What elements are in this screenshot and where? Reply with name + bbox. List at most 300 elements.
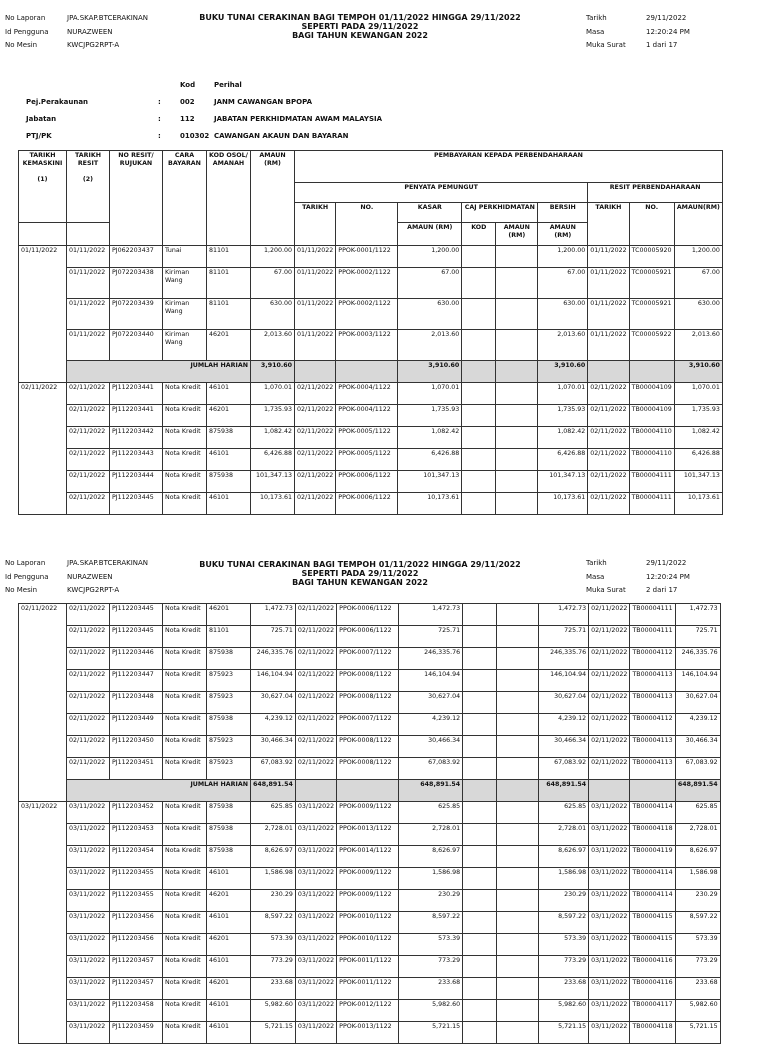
table-row (19, 405, 723, 427)
cell-resit-no: TB00004119 (630, 846, 675, 868)
cell-tarikh: 03/11/2022 (295, 912, 336, 934)
cell-kod-osol: 46101 (207, 493, 251, 515)
cell-resit-amaun: 67.00 (674, 268, 722, 299)
cell-kasar: 10,173.61 (398, 493, 462, 515)
cell-caj-kod (462, 449, 496, 471)
empty-cell (295, 361, 336, 383)
perihal-header: Perihal (214, 80, 242, 89)
cell-kasar: 246,335.76 (399, 648, 463, 670)
cell-tarikh-resit: 02/11/2022 (67, 648, 110, 670)
cell-tarikh-resit: 02/11/2022 (67, 670, 110, 692)
col-amaun: AMAUN (RM) (251, 151, 295, 246)
cell-caj-amaun (496, 330, 538, 361)
table-row (19, 427, 723, 449)
cell-resit-tarikh: 01/11/2022 (588, 268, 629, 299)
total-kasar: 648,891.54 (399, 780, 463, 802)
cell-caj-kod (462, 330, 496, 361)
cell-kod-osol: 875923 (207, 758, 251, 780)
cell-kod-osol: 46101 (207, 1000, 251, 1022)
cell-caj-amaun (497, 736, 539, 758)
info-label: PTJ/PK (26, 131, 52, 140)
cell-kod-osol: 46201 (207, 890, 251, 912)
cell-resit-tarikh: 02/11/2022 (588, 471, 629, 493)
cell-kod-osol: 875938 (207, 714, 251, 736)
cell-bersih: 5,721.15 (539, 1022, 589, 1044)
cell-kod-osol: 875938 (207, 802, 251, 824)
cell-kasar: 30,627.04 (399, 692, 463, 714)
cell-no-resit: PJ112203442 (110, 427, 163, 449)
cell-tarikh: 02/11/2022 (295, 604, 336, 626)
cell-caj-kod (463, 648, 497, 670)
empty-cell (630, 780, 675, 802)
cell-caj-amaun (496, 268, 538, 299)
cell-tarikh: 03/11/2022 (295, 934, 336, 956)
info-perihal: JABATAN PERKHIDMATAN AWAM MALAYSIA (214, 114, 383, 123)
cell-resit-no: TB00004110 (629, 449, 674, 471)
cell-kasar: 146,104.94 (399, 670, 463, 692)
cell-bersih: 246,335.76 (539, 648, 589, 670)
cell-no: PPOK-0003/1122 (336, 330, 398, 361)
cell-caj-amaun (496, 246, 538, 268)
cell-cara-bayaran: Kiriman Wang (163, 268, 207, 299)
jumlah-harian-label: JUMLAH HARIAN (67, 361, 251, 383)
cell-resit-amaun: 773.29 (675, 956, 720, 978)
cell-amaun: 630.00 (251, 299, 295, 330)
cell-kasar: 67,083.92 (399, 758, 463, 780)
cell-caj-kod (463, 978, 497, 1000)
cell-no-resit: PJ112203441 (110, 405, 163, 427)
cell-caj-kod (463, 956, 497, 978)
empty-cell (588, 361, 629, 383)
cell-caj-amaun (497, 978, 539, 1000)
cell-no-resit: PJ072203440 (110, 330, 163, 361)
cell-no-resit: PJ112203457 (110, 978, 163, 1000)
cell-no-resit: PJ112203454 (110, 846, 163, 868)
col-bersih: BERSIH (538, 203, 588, 223)
cell-tarikh-resit: 01/11/2022 (67, 268, 110, 299)
cell-tarikh-resit: 03/11/2022 (67, 1022, 110, 1044)
cell-kasar: 6,426.88 (398, 449, 462, 471)
masa-label: Masa (586, 572, 605, 581)
table-row (19, 383, 723, 405)
cell-resit-amaun: 233.68 (675, 978, 720, 1000)
cell-tarikh: 03/11/2022 (295, 846, 336, 868)
cell-no-resit: PJ112203452 (110, 802, 163, 824)
cell-tarikh: 03/11/2022 (295, 1022, 336, 1044)
cell-cara-bayaran: Nota Kredit (163, 493, 207, 515)
cell-cara-bayaran: Nota Kredit (163, 736, 207, 758)
cell-resit-no: TB00004110 (629, 427, 674, 449)
no-mesin-value: KWCJPG2RPT-A (67, 41, 120, 49)
cell-kasar: 773.29 (399, 956, 463, 978)
cell-no-resit: PJ112203455 (110, 868, 163, 890)
cell-caj-kod (463, 736, 497, 758)
cell-kasar: 1,070.01 (398, 383, 462, 405)
cell-caj-kod (463, 824, 497, 846)
cell-bersih: 2,728.01 (539, 824, 589, 846)
cell-resit-tarikh: 02/11/2022 (589, 648, 630, 670)
cell-resit-no: TB00004116 (630, 956, 675, 978)
cell-no-resit: PJ112203456 (110, 912, 163, 934)
muka-surat-label: Muka Surat (586, 41, 626, 49)
col-tarikh-resit: TARIKH RESIT (2) (67, 151, 110, 223)
department-info (26, 76, 382, 144)
cell-resit-tarikh: 03/11/2022 (589, 868, 630, 890)
cell-no: PPOK-0006/1122 (337, 604, 399, 626)
table-row (19, 471, 723, 493)
cell-kasar: 30,466.34 (399, 736, 463, 758)
table-row (19, 493, 723, 515)
cell-resit-no: TB00004114 (630, 868, 675, 890)
cell-bersih: 4,239.12 (539, 714, 589, 736)
cell-amaun: 1,472.73 (251, 604, 296, 626)
info-sep: : (158, 114, 161, 123)
cell-resit-tarikh: 01/11/2022 (588, 330, 629, 361)
tarikh-value: 29/11/2022 (646, 14, 687, 22)
cell-resit-tarikh: 03/11/2022 (589, 978, 630, 1000)
cell-kod-osol: 875938 (207, 846, 251, 868)
cell-amaun: 246,335.76 (251, 648, 296, 670)
cell-tarikh: 02/11/2022 (295, 449, 336, 471)
cell-kod-osol: 46201 (207, 330, 251, 361)
cell-cara-bayaran: Nota Kredit (163, 868, 207, 890)
cell-no-resit: PJ072203438 (110, 268, 163, 299)
cell-caj-kod (462, 246, 496, 268)
cell-resit-tarikh: 02/11/2022 (588, 427, 629, 449)
cell-resit-tarikh: 03/11/2022 (589, 956, 630, 978)
cell-no: PPOK-0008/1122 (337, 670, 399, 692)
cell-bersih: 5,982.60 (539, 1000, 589, 1022)
col-resit-no: NO. (629, 203, 674, 246)
cell-resit-no: TB00004109 (629, 383, 674, 405)
cell-resit-amaun: 101,347.13 (674, 471, 722, 493)
cell-kod-osol: 875938 (207, 648, 251, 670)
cell-kasar: 1,735.93 (398, 405, 462, 427)
cell-tarikh-resit: 02/11/2022 (67, 427, 110, 449)
cell-resit-no: TC00005922 (629, 330, 674, 361)
cell-bersih: 8,626.97 (539, 846, 589, 868)
report-page-1 (0, 0, 768, 518)
cell-no: PPOK-0014/1122 (337, 846, 399, 868)
cell-resit-amaun: 30,466.34 (675, 736, 720, 758)
cell-amaun: 1,070.01 (251, 383, 295, 405)
table-row (19, 1022, 721, 1044)
cell-tarikh-resit: 01/11/2022 (67, 299, 110, 330)
no-laporan-label: No Laporan (5, 14, 46, 22)
cell-no: PPOK-0010/1122 (337, 912, 399, 934)
cell-kasar: 1,200.00 (398, 246, 462, 268)
report-title (160, 560, 560, 587)
cell-caj-amaun (497, 956, 539, 978)
cell-caj-kod (463, 692, 497, 714)
cell-bersih: 1,472.73 (539, 604, 589, 626)
cell-tarikh-resit: 02/11/2022 (67, 714, 110, 736)
cell-bersih: 630.00 (538, 299, 588, 330)
total-amaun: 648,891.54 (251, 780, 296, 802)
cell-kod-osol: 81101 (207, 299, 251, 330)
cell-cara-bayaran: Nota Kredit (163, 626, 207, 648)
cell-kasar: 5,982.60 (399, 1000, 463, 1022)
col-no-resit: NO RESIT/ RUJUKAN (110, 151, 163, 246)
cell-tarikh-kemaskini: 03/11/2022 (19, 802, 67, 1044)
no-laporan-value: JPA.SKAP.BTCERAKINAN (67, 559, 149, 567)
cell-cara-bayaran: Nota Kredit (163, 912, 207, 934)
cell-tarikh-resit: 03/11/2022 (67, 1000, 110, 1022)
cell-kasar: 8,626.97 (399, 846, 463, 868)
cell-resit-amaun: 6,426.88 (674, 449, 722, 471)
cell-amaun: 1,735.93 (251, 405, 295, 427)
col-caj-kod: KOD (462, 223, 496, 246)
cell-bersih: 2,013.60 (538, 330, 588, 361)
cell-tarikh-resit: 03/11/2022 (67, 846, 110, 868)
cell-tarikh: 02/11/2022 (295, 471, 336, 493)
cell-bersih: 30,627.04 (539, 692, 589, 714)
cell-caj-kod (463, 802, 497, 824)
cell-cara-bayaran: Nota Kredit (163, 802, 207, 824)
total-resit: 648,891.54 (675, 780, 720, 802)
cell-tarikh-resit: 02/11/2022 (67, 692, 110, 714)
title-line-2: SEPERTI PADA 29/11/2022 (301, 569, 419, 578)
cell-no-resit: PJ112203459 (110, 1022, 163, 1044)
cell-amaun: 5,982.60 (251, 1000, 296, 1022)
report-title (160, 13, 560, 40)
cell-kod-osol: 46201 (207, 405, 251, 427)
cell-tarikh: 02/11/2022 (295, 736, 336, 758)
cell-no-resit: PJ062203437 (110, 246, 163, 268)
cell-no-resit: PJ112203447 (110, 670, 163, 692)
cell-bersih: 625.85 (539, 802, 589, 824)
cell-no: PPOK-0006/1122 (336, 493, 398, 515)
cell-resit-no: TC00005920 (629, 246, 674, 268)
cell-caj-amaun (497, 604, 539, 626)
cell-caj-kod (463, 846, 497, 868)
cell-tarikh: 01/11/2022 (295, 299, 336, 330)
cell-no: PPOK-0002/1122 (336, 268, 398, 299)
table-row (19, 714, 721, 736)
cell-bersih: 67,083.92 (539, 758, 589, 780)
cell-tarikh: 01/11/2022 (295, 268, 336, 299)
table-row (19, 890, 721, 912)
cell-kod-osol: 875938 (207, 427, 251, 449)
cell-kod-osol: 81101 (207, 268, 251, 299)
masa-value: 12:20:24 PM (646, 27, 690, 36)
cell-resit-no: TB00004115 (630, 912, 675, 934)
cell-tarikh-kemaskini: 01/11/2022 (19, 246, 67, 383)
cell-resit-no: TC00005921 (629, 299, 674, 330)
report-meta-right (586, 12, 690, 53)
cell-resit-no: TB00004113 (630, 670, 675, 692)
cell-kod-osol: 875923 (207, 736, 251, 758)
table-row (19, 299, 723, 330)
cell-kasar: 67.00 (398, 268, 462, 299)
cell-amaun: 5,721.15 (251, 1022, 296, 1044)
cell-no: PPOK-0007/1122 (337, 648, 399, 670)
cell-tarikh: 03/11/2022 (295, 1000, 336, 1022)
cell-cara-bayaran: Nota Kredit (163, 846, 207, 868)
cell-kod-osol: 875923 (207, 670, 251, 692)
cell-amaun: 1,200.00 (251, 246, 295, 268)
cell-kasar: 4,239.12 (399, 714, 463, 736)
cell-caj-kod (462, 383, 496, 405)
cell-amaun: 1,082.42 (251, 427, 295, 449)
cell-resit-tarikh: 03/11/2022 (589, 846, 630, 868)
cell-bersih: 67.00 (538, 268, 588, 299)
cell-cara-bayaran: Nota Kredit (163, 383, 207, 405)
cell-caj-kod (462, 299, 496, 330)
info-kod: 010302 (180, 131, 210, 140)
cell-bersih: 146,104.94 (539, 670, 589, 692)
cell-no: PPOK-0005/1122 (336, 427, 398, 449)
cell-amaun: 8,597.22 (251, 912, 296, 934)
cell-resit-no: TB00004113 (630, 758, 675, 780)
table-row (19, 246, 723, 268)
cell-tarikh-kemaskini: 02/11/2022 (19, 604, 67, 802)
table-row (19, 758, 721, 780)
cell-caj-amaun (496, 299, 538, 330)
cell-cara-bayaran: Nota Kredit (163, 1022, 207, 1044)
cell-resit-tarikh: 02/11/2022 (588, 493, 629, 515)
cell-tarikh-resit: 01/11/2022 (67, 330, 110, 361)
cell-bersih: 233.68 (539, 978, 589, 1000)
cell-caj-kod (462, 471, 496, 493)
cell-amaun: 30,627.04 (251, 692, 296, 714)
cell-resit-tarikh: 03/11/2022 (589, 934, 630, 956)
cell-amaun: 230.29 (251, 890, 296, 912)
col-pembayaran: PEMBAYARAN KEPADA PERBENDAHARAAN (295, 151, 723, 183)
cell-bersih: 230.29 (539, 890, 589, 912)
cell-resit-tarikh: 02/11/2022 (589, 736, 630, 758)
cell-caj-kod (463, 758, 497, 780)
cell-cara-bayaran: Nota Kredit (163, 978, 207, 1000)
table-row (19, 802, 721, 824)
cell-no: PPOK-0009/1122 (337, 890, 399, 912)
cell-no-resit: PJ112203449 (110, 714, 163, 736)
cell-tarikh-resit: 03/11/2022 (67, 934, 110, 956)
cell-tarikh: 02/11/2022 (295, 427, 336, 449)
cell-kasar: 625.85 (399, 802, 463, 824)
cell-cara-bayaran: Nota Kredit (163, 427, 207, 449)
empty-cell (496, 361, 538, 383)
cell-tarikh-resit: 03/11/2022 (67, 802, 110, 824)
cell-tarikh: 02/11/2022 (295, 493, 336, 515)
cell-no-resit: PJ112203444 (110, 471, 163, 493)
cell-amaun: 67,083.92 (251, 758, 296, 780)
cell-cara-bayaran: Nota Kredit (163, 692, 207, 714)
cell-tarikh-resit: 01/11/2022 (67, 246, 110, 268)
cell-caj-kod (463, 912, 497, 934)
cell-resit-amaun: 230.29 (675, 890, 720, 912)
title-line-1: BUKU TUNAI CERAKINAN BAGI TEMPOH 01/11/2022 HINGGA 29/11/2022 (199, 560, 521, 569)
cell-resit-tarikh: 02/11/2022 (589, 604, 630, 626)
cell-no: PPOK-0005/1122 (336, 449, 398, 471)
cell-resit-tarikh: 01/11/2022 (588, 246, 629, 268)
id-pengguna-value: NURAZWEEN (67, 27, 113, 36)
cell-resit-amaun: 146,104.94 (675, 670, 720, 692)
cell-bersih: 1,586.98 (539, 868, 589, 890)
cell-tarikh: 02/11/2022 (295, 626, 336, 648)
cell-kod-osol: 46101 (207, 383, 251, 405)
cell-tarikh: 03/11/2022 (295, 868, 336, 890)
cell-resit-amaun: 1,200.00 (674, 246, 722, 268)
cell-caj-amaun (497, 648, 539, 670)
cell-tarikh: 03/11/2022 (295, 978, 336, 1000)
cell-amaun: 146,104.94 (251, 670, 296, 692)
cell-tarikh-kemaskini: 02/11/2022 (19, 383, 67, 515)
cell-tarikh-resit: 02/11/2022 (67, 493, 110, 515)
cell-bersih: 30,466.34 (539, 736, 589, 758)
cell-resit-amaun: 4,239.12 (675, 714, 720, 736)
cell-bersih: 725.71 (539, 626, 589, 648)
table-row (19, 449, 723, 471)
cell-caj-kod (463, 1000, 497, 1022)
cell-amaun: 6,426.88 (251, 449, 295, 471)
empty-cell (589, 780, 630, 802)
cell-cara-bayaran: Nota Kredit (163, 648, 207, 670)
cell-resit-amaun: 725.71 (675, 626, 720, 648)
table-row (19, 1000, 721, 1022)
cell-resit-tarikh: 03/11/2022 (589, 802, 630, 824)
cell-resit-no: TB00004112 (630, 648, 675, 670)
empty-cell (336, 361, 398, 383)
cell-tarikh: 03/11/2022 (295, 802, 336, 824)
table-row (19, 626, 721, 648)
cell-caj-amaun (496, 427, 538, 449)
cell-caj-kod (463, 604, 497, 626)
report-meta-left (5, 557, 148, 598)
cell-caj-kod (463, 670, 497, 692)
cell-bersih: 101,347.13 (538, 471, 588, 493)
cell-caj-kod (462, 493, 496, 515)
empty-cell (629, 361, 674, 383)
cell-resit-tarikh: 02/11/2022 (589, 714, 630, 736)
cell-amaun: 67.00 (251, 268, 295, 299)
cell-amaun: 773.29 (251, 956, 296, 978)
col-resit-amaun: AMAUN(RM) (674, 203, 722, 246)
cell-kasar: 2,728.01 (399, 824, 463, 846)
col-resit-tarikh: TARIKH (588, 203, 629, 246)
col-tarikh-kemaskini: TARIKH KEMASKINI (1) (19, 151, 67, 223)
cell-amaun: 2,728.01 (251, 824, 296, 846)
cell-no-resit: PJ072203439 (110, 299, 163, 330)
cell-caj-kod (463, 868, 497, 890)
cell-no-resit: PJ112203453 (110, 824, 163, 846)
cell-no-resit: PJ112203451 (110, 758, 163, 780)
col-bersih-amaun: AMAUN (RM) (538, 223, 588, 246)
cell-resit-no: TB00004114 (630, 802, 675, 824)
cell-caj-amaun (497, 692, 539, 714)
masa-label: Masa (586, 27, 605, 36)
cell-resit-amaun: 10,173.61 (674, 493, 722, 515)
cell-tarikh: 03/11/2022 (295, 824, 336, 846)
report-meta-right (586, 557, 690, 598)
cell-bersih: 1,082.42 (538, 427, 588, 449)
cell-resit-no: TB00004118 (630, 824, 675, 846)
no-mesin-value: KWCJPG2RPT-A (67, 586, 120, 594)
cell-cara-bayaran: Nota Kredit (163, 670, 207, 692)
no-laporan-value: JPA.SKAP.BTCERAKINAN (67, 14, 149, 22)
cell-resit-amaun: 1,586.98 (675, 868, 720, 890)
cell-tarikh: 01/11/2022 (295, 246, 336, 268)
cell-cara-bayaran: Nota Kredit (163, 1000, 207, 1022)
cell-resit-no: TB00004117 (630, 1000, 675, 1022)
cell-kasar: 8,597.22 (399, 912, 463, 934)
cell-no-resit: PJ112203445 (110, 604, 163, 626)
cell-caj-amaun (497, 868, 539, 890)
cell-tarikh-resit: 02/11/2022 (67, 626, 110, 648)
cell-no-resit: PJ112203448 (110, 692, 163, 714)
cell-resit-tarikh: 02/11/2022 (589, 692, 630, 714)
table-row (19, 268, 723, 299)
